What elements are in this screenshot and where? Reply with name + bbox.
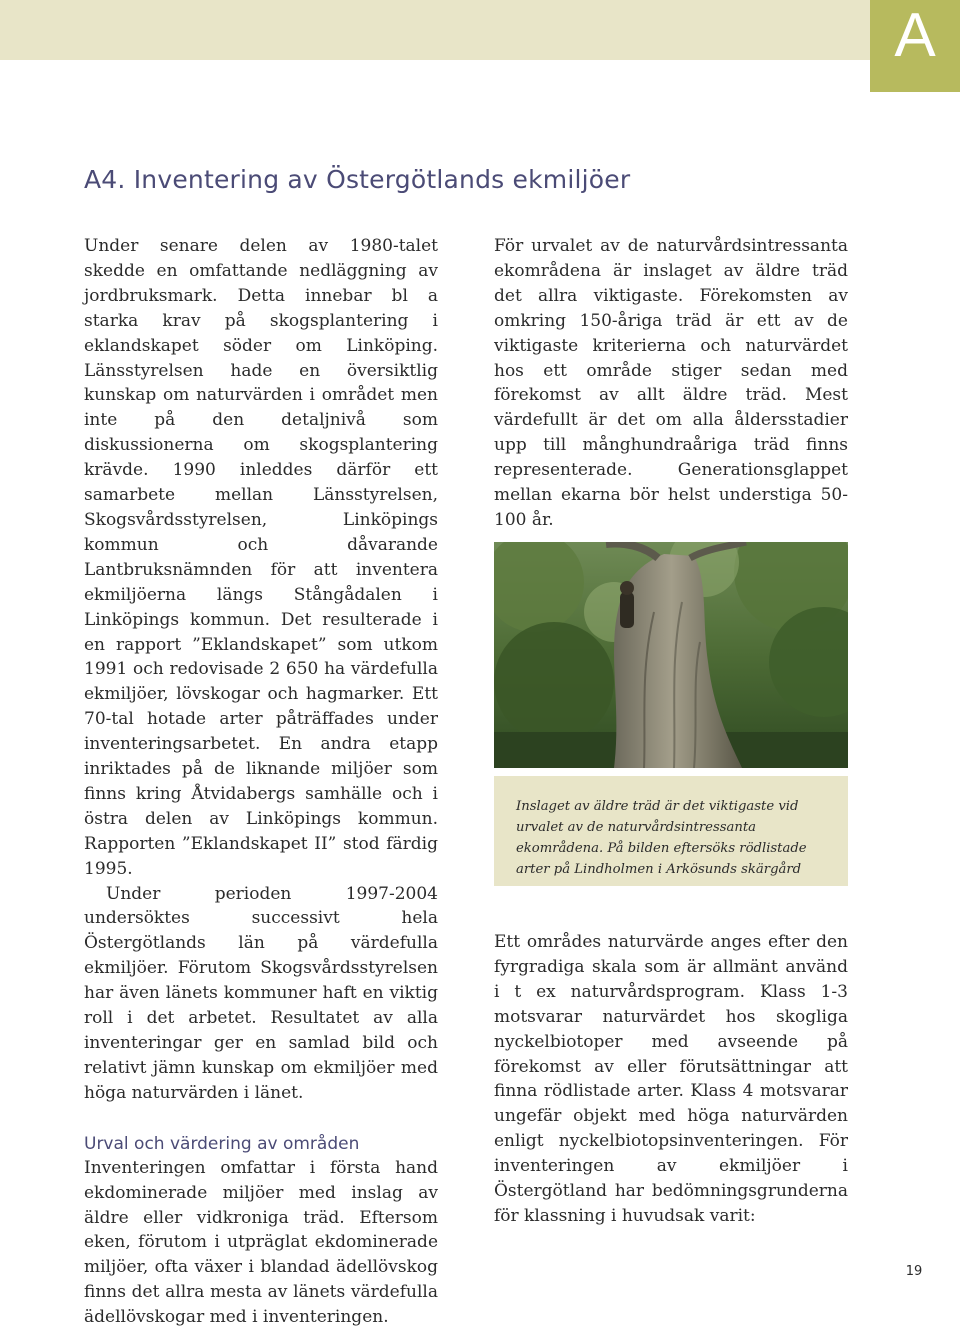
body-paragraph: Inventeringen omfattar i första hand ekdominerade miljöer med inslag av äldre eller vidkroniga träd. Eftersom eken, förutom i utpräglat ekdominerade miljöer, ofta växer i blandad ädellövskog finns det allra mesta av länets värdefulla ädellövskogar med i inventeringen. [84, 1157, 438, 1328]
header-band [0, 0, 870, 60]
oak-tree-photo-illustration [494, 542, 848, 768]
page-title: A4. Inventering av Östergötlands ekmiljöer [84, 165, 631, 194]
caption-box [494, 776, 848, 886]
body-paragraph: För urvalet av de naturvårdsintressanta ekområdena är inslaget av äldre träd det allra viktigaste. Förekomsten av omkring 150-åriga träd är ett av de viktigaste kriterierna och naturvärdet hos ett område stiger sedan med förekomst av allt äldre träd. Mest värdefullt är det om alla åldersstadier upp till månghundraåriga träd finns representerade. Generationsglappet mellan ekarna bör helst understiga 50-100 år. [494, 236, 848, 530]
page-number: 19 [905, 1264, 923, 1279]
figure-caption: Inslaget av äldre träd är det viktigaste vid urvalet av de naturvårdsintressanta ekområdena. På bilden eftersöks rödlistade arter på Lindholmen i Arkösunds skärgård [516, 799, 807, 877]
section-heading: Urval och värdering av områden [84, 1133, 360, 1154]
body-paragraph: Under perioden 1997-2004 undersöktes successivt hela Östergötlands län på värdefulla ekmiljöer. Förutom Skogsvårdsstyrelsen har även länets kommuner haft en viktig roll i det arbetet. Resultatet av alla inventeringar ger en samlad bild och relativt jämn kunskap om ekmiljöer med höga naturvärden i länet. [84, 883, 438, 1103]
right-column-top [494, 234, 848, 533]
right-column-bottom [494, 930, 848, 1229]
body-paragraph: Under senare delen av 1980-talet skedde en omfattande nedläggning av jordbruksmark. Detta innebar bl a starka krav på skogsplantering i eklandskapet söder om Linköping. Länsstyrelsen hade en översiktlig kunskap om naturvärden i området men inte på den detaljnivå som diskussionerna om skogsplantering krävde. 1990 inleddes därför ett samarbete mellan Länsstyrelsen, Skogsvårdsstyrelsen, Linköpings kommun och dåvarande Lantbruksnämnden för att inventera ekmiljöerna längs Stångådalen i Linköpings kommun. Det resulterade i en rapport ”Eklandskapet” som utkom 1991 och redovisade 2 650 ha värdefulla ekmiljöer, lövskogar och hagmarker. Ett 70-tal hotade arter påträffades under inventeringsarbetet. En andra etapp inriktades på de liknande miljöer som finns kring Åtvidabergs samhälle och i östra delen av Linköpings kommun. Rapporten ”Eklandskapet II” stod färdig 1995. [84, 236, 438, 879]
oak-tree-photo [494, 542, 848, 768]
body-paragraph: Ett områdes naturvärde anges efter den fyrgradiga skala som är allmänt använd i t ex naturvårdsprogram. Klass 1-3 motsvarar naturvärdet hos skogliga nyckelbiotoper med avseende på förekomst av eller förutsättningar att finna rödlistade arter. Klass 4 motsvarar ungefär objekt med höga naturvärden enligt nyckelbiotopsinventeringen. För inventeringen av ekmiljöer i Östergötland har bedömningsgrunderna för klassning i huvudsak varit: [494, 932, 848, 1226]
chapter-letter: A [894, 1, 936, 70]
left-column [84, 234, 438, 1330]
chapter-tab [870, 0, 960, 92]
